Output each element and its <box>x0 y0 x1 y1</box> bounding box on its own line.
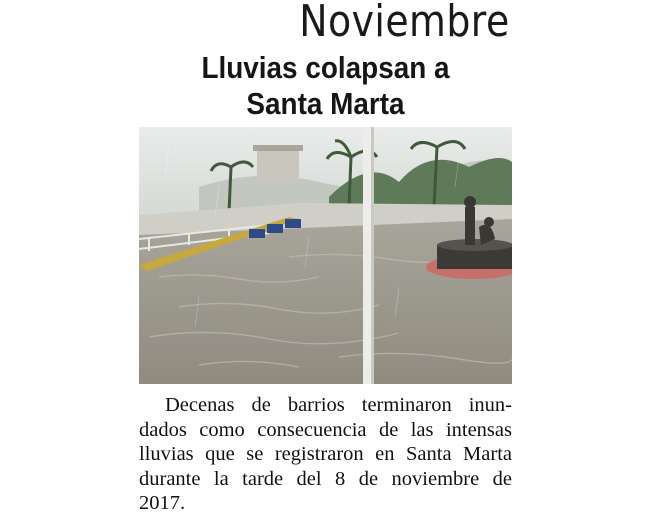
caption-line-1: Decenas de barrios terminaron inun- <box>165 394 512 416</box>
section-title: Noviembre <box>299 0 510 47</box>
flood-photo <box>139 127 512 384</box>
caption-line-2: dados como consecuencia de las intensas <box>139 418 512 441</box>
caption-line-3: lluvias que se registraron en Santa Marta <box>139 443 512 465</box>
caption-line-5: 2017. <box>139 492 186 514</box>
building <box>257 149 299 183</box>
flood-photo-illustration <box>139 127 512 384</box>
article-caption <box>139 393 512 515</box>
article-headline <box>139 50 512 122</box>
headline-line-2: Santa Marta <box>246 86 405 121</box>
caption-line-4: durante la tarde del 8 de noviembre de <box>139 467 512 490</box>
headline-line-1: Lluvias colapsan a <box>201 50 450 85</box>
